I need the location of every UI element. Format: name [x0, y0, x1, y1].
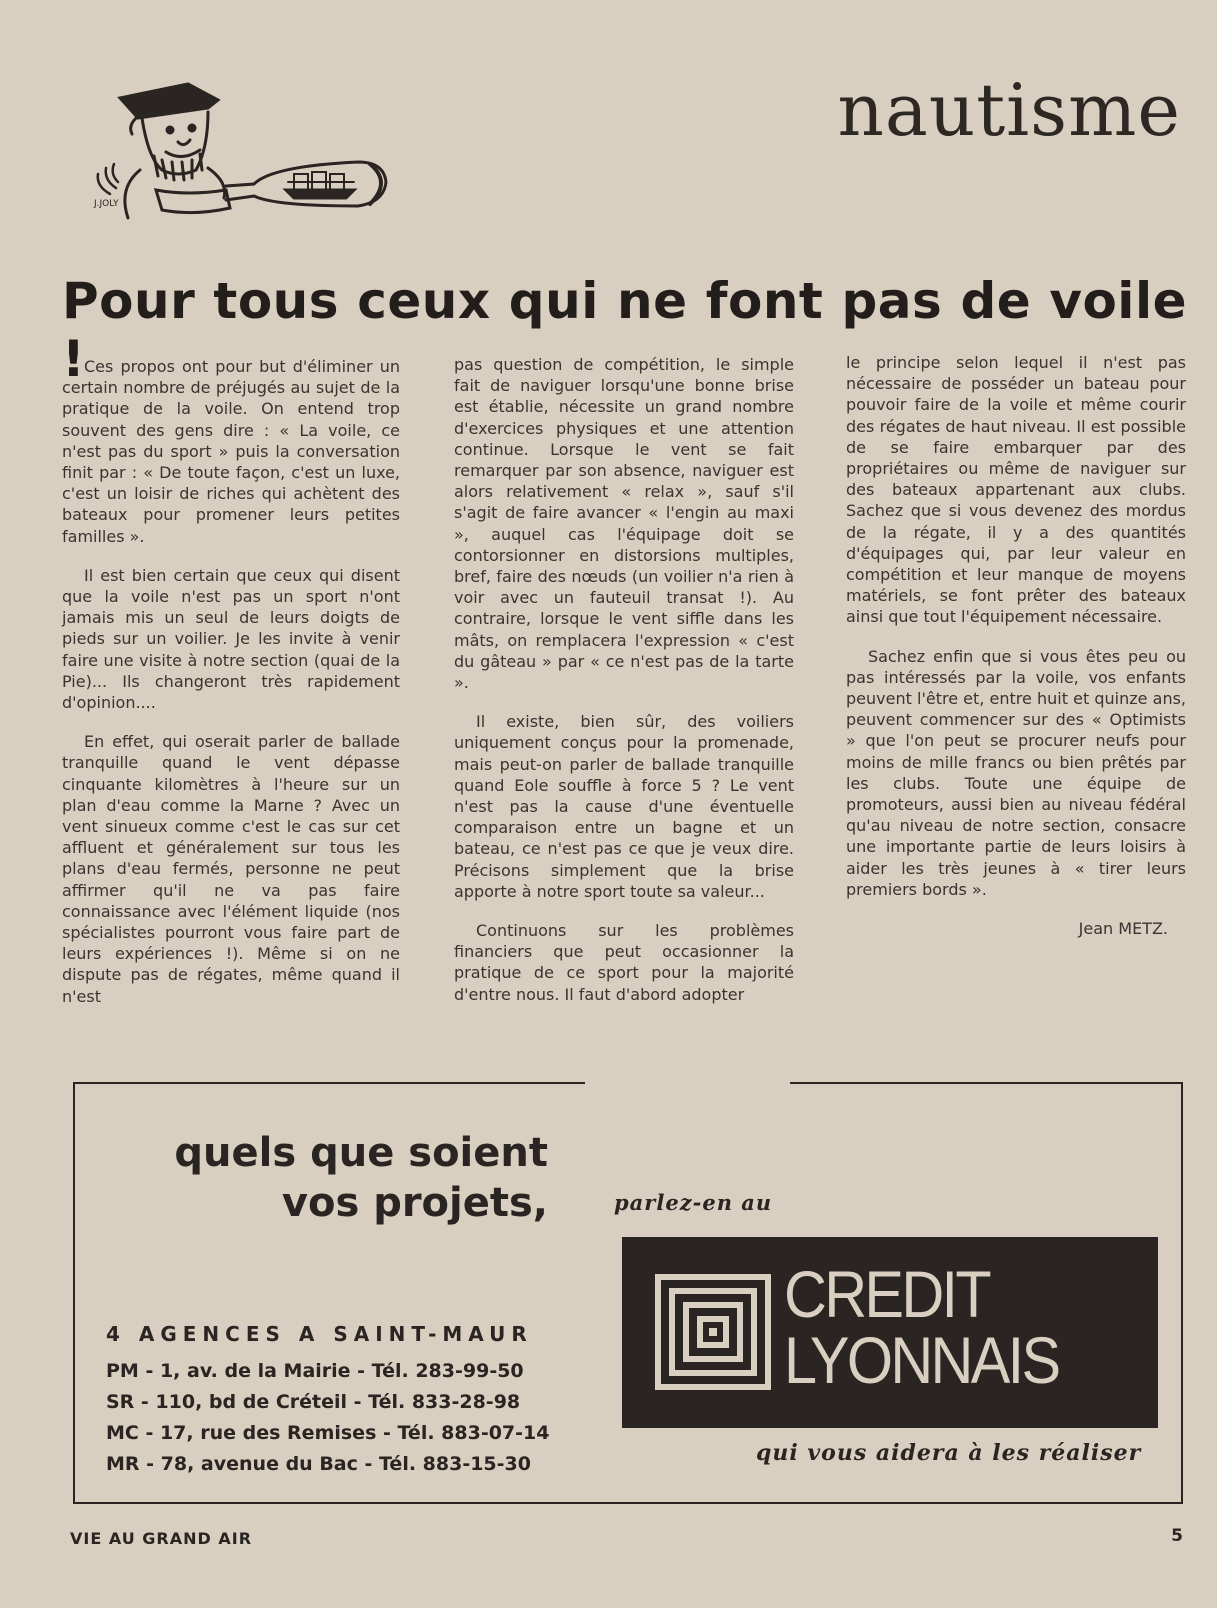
paragraph: Il est bien certain que ceux qui disent que la voile n'est pas un sport n'ont jamais mis un seul de leurs doigts de pieds sur un voilier. Je les invite à venir faire une visite à notre section (quai de la Pie)... Ils changeront très rapidement d'opinion.... — [62, 565, 400, 713]
ad-parlez-text: parlez-en au — [614, 1190, 773, 1215]
publication-name: VIE AU GRAND AIR — [70, 1529, 253, 1548]
paragraph: Ces propos ont pour but d'éliminer un certain nombre de préjugés au sujet de la pratique de la voile. On entend trop souvent des gens dire : « La voile, ce n'est pas du sport » puis la conversation finit par : « De toute façon, c'est un luxe, c'est un loisir de riches qui achètent des bateaux pour promener leurs petites familles ». — [62, 357, 400, 546]
agencies-list — [106, 1356, 549, 1480]
ad-slogan-line: vos projets, — [281, 1180, 548, 1226]
agency-item: MR - 78, avenue du Bac - Tél. 883-15-30 — [106, 1453, 531, 1475]
article-column-3 — [846, 352, 1186, 939]
paragraph: pas question de compétition, le simple fait de naviguer lorsqu'une bonne brise est établie, nécessite un grand nombre d'exercices physiques et une attention continue. Lorsque le vent se fait remarquer par son absence, naviguer est alors relativement « relax », sauf s'il s'agit de faire avancer « l'engin au maxi », auquel cas l'équipage doit se contorsionner en distorsions multiples, bref, faire des nœuds (un voilier n'a rien à voir avec un fauteuil transat !). Au contraire, lorsque le vent siffle dans les mâts, on remplacera l'expression « c'est du gâteau » par « ce n'est pas de la tarte ». — [454, 355, 794, 693]
article-column-1 — [62, 356, 400, 1025]
sailor-bottle-illustration — [58, 78, 398, 228]
article-column-2 — [454, 354, 794, 1023]
paragraph: En effet, qui oserait parler de ballade tranquille quand le vent dépasse cinquante kilomètres à l'heure sur un plan d'eau comme la Marne ? Avec un vent sinueux comme c'est le cas sur cet affluent et généralement sur tous les plans d'eau fermés, personne ne peut affirmer qu'il ne va pas faire connaissance avec l'élément liquide (nos spécialistes pourront vous faire part de leurs expériences !). Même si on ne dispute pas de régates, même quand il n'est — [62, 732, 400, 1006]
advertisement-frame-top — [73, 1082, 585, 1084]
bank-name-line: CREDIT — [784, 1257, 989, 1331]
paragraph: le principe selon lequel il n'est pas nécessaire de posséder un bateau pour pouvoir faire de la voile et même courir des régates de haut niveau. Il est possible de se faire embarquer par des propriétaires ou même de naviguer sur des bateaux appartenant aux clubs. Sachez que si vous devenez des mordus de la régate, il y a des quantités d'équipages qui, par leur valeur en compétition et leur manque de moyens matériels, se font prêter des bateaux ainsi que tout l'équipement nécessaire. — [846, 353, 1186, 627]
svg-text:J.JOLY: J.JOLY — [94, 199, 119, 209]
bank-emblem-icon — [654, 1273, 772, 1391]
article-headline: Pour tous ceux qui ne font pas de voile ! — [62, 272, 1187, 388]
advertisement-frame-top-right — [790, 1082, 1181, 1084]
agency-item: MC - 17, rue des Remises - Tél. 883-07-14 — [106, 1422, 550, 1444]
section-title: nautisme — [837, 68, 1181, 152]
paragraph: Sachez enfin que si vous êtes peu ou pas intéressés par la voile, vos enfants peuvent l'être et, entre huit et quinze ans, peuvent commencer sur des « Optimists » que l'on peut se procurer neufs pour moins de mille francs ou bien prêtés par les clubs. Toute une équipe de promoteurs, aussi bien au niveau fédéral qu'au niveau de notre section, consacre une importante partie de leurs loisirs à aider les très jeunes à « tirer leurs premiers bords ». — [846, 646, 1186, 899]
ad-slogan-line: quels que soient — [174, 1130, 548, 1176]
agencies-heading: 4 AGENCES A SAINT-MAUR — [106, 1322, 533, 1346]
bank-name-line: LYONNAIS — [784, 1323, 1059, 1397]
agency-item: PM - 1, av. de la Mairie - Tél. 283-99-50 — [106, 1360, 524, 1382]
ad-slogan — [150, 1128, 548, 1228]
bank-logo — [622, 1237, 1158, 1428]
author-signature: Jean METZ. — [1078, 919, 1168, 939]
agency-item: SR - 110, bd de Créteil - Tél. 833-28-98 — [106, 1391, 521, 1413]
bank-name — [784, 1257, 1108, 1397]
paragraph: Il existe, bien sûr, des voiliers uniquement conçus pour la promenade, mais peut-on parler de ballade tranquille quand Eole souffle à force 5 ? Le vent n'est pas la cause d'une éventuelle comparaison entre un bagne et un bateau, ce n'est pas ce que je veux dire. Précisons simplement que la brise apporte à notre sport toute sa valeur... — [454, 712, 794, 901]
ad-tagline: qui vous aidera à les réaliser — [756, 1440, 1142, 1466]
page-number: 5 — [1171, 1526, 1183, 1546]
paragraph: Continuons sur les problèmes financiers que peut occasionner la pratique de ce sport pour la majorité d'entre nous. Il faut d'abord adopter — [454, 921, 794, 1004]
